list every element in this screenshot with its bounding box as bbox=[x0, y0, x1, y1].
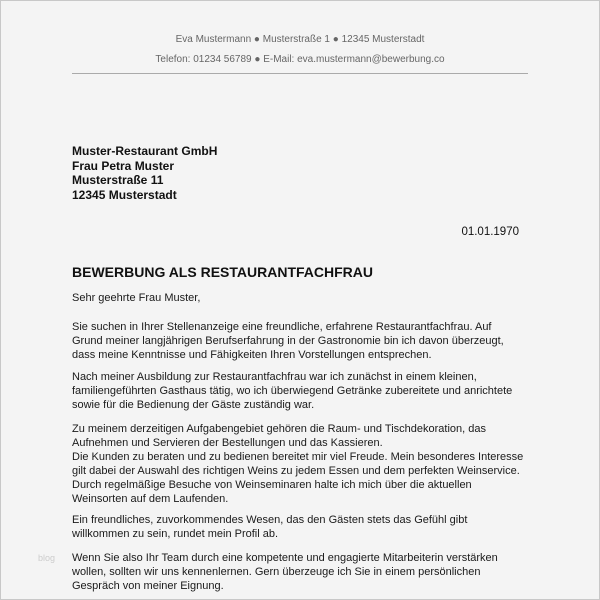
text-line: dass meine Kenntnisse und Fähigkeiten Ihren Vorstellungen entsprechen. bbox=[72, 349, 432, 361]
text-line: Die Kunden zu beraten und zu bedienen bereitet mir viel Freude. Mein besonderes Interesse bbox=[72, 451, 524, 463]
recipient-line: Muster-Restaurant GmbH bbox=[72, 144, 218, 158]
sender-address: Eva Mustermann ● Musterstraße 1 ● 12345 Musterstadt bbox=[175, 34, 425, 45]
salutation: Sehr geehrte Frau Muster, bbox=[72, 292, 201, 304]
paragraph bbox=[72, 320, 504, 362]
watermark: blog bbox=[38, 553, 56, 563]
text-line: willkommen zu sein, rundet mein Profil ab. bbox=[72, 528, 279, 540]
recipient-line: 12345 Musterstadt bbox=[72, 187, 177, 202]
text-line: Aufnehmen und Servieren der Bestellungen und das Kassieren. bbox=[72, 437, 383, 449]
text-line: Grund meiner langjährigen Berufserfahrung in der Gastronomie bin ich davon überzeugt, bbox=[72, 335, 504, 347]
paragraph bbox=[72, 513, 467, 541]
text-line: wollen, sollten wir uns kennenlernen. Gern überzeuge ich Sie in einem persönlichen bbox=[72, 566, 481, 578]
letter-date: 01.01.1970 bbox=[461, 226, 519, 238]
header-divider bbox=[72, 73, 528, 74]
text-line: familiengeführten Gasthaus tätig, wo ich überwiegend Getränke zubereitete und anrichtete bbox=[72, 385, 513, 397]
text-line: gilt dabei der Auswahl des richtigen Weins zu jedem Essen und dem perfekten Weinservice. bbox=[72, 465, 520, 477]
recipient-line: Musterstraße 11 bbox=[72, 173, 164, 187]
paragraph bbox=[72, 370, 512, 412]
recipient-address bbox=[72, 144, 217, 202]
text-line: sowie für die Bedienung der Gäste zuständig war. bbox=[72, 399, 315, 411]
text-line: Gespräch von meiner Eignung. bbox=[72, 580, 224, 592]
text-line: Wenn Sie also Ihr Team durch eine kompetente und engagierte Mitarbeiterin verstärken bbox=[72, 552, 498, 564]
paragraph bbox=[72, 551, 498, 593]
text-line: Nach meiner Ausbildung zur Restaurantfachfrau war ich zunächst in einem kleinen, bbox=[72, 371, 477, 383]
paragraph bbox=[72, 422, 523, 506]
recipient-line: Frau Petra Muster bbox=[72, 158, 175, 173]
text-line: Durch regelmäßige Besuche von Weinseminaren halte ich mich über die aktuellen bbox=[72, 479, 472, 491]
text-line: Ein freundliches, zuvorkommendes Wesen, das den Gästen stets das Gefühl gibt bbox=[72, 514, 468, 526]
text-line: Weinsorten auf dem Laufenden. bbox=[72, 493, 229, 505]
text-line: Zu meinem derzeitigen Aufgabengebiet gehören die Raum- und Tischdekoration, das bbox=[72, 423, 486, 435]
letter-subject: BEWERBUNG ALS RESTAURANTFACHFRAU bbox=[72, 264, 373, 280]
text-line: Sie suchen in Ihrer Stellenanzeige eine freundliche, erfahrene Restaurantfachfrau. Auf bbox=[72, 321, 492, 333]
sender-contact: Telefon: 01234 56789 ● E-Mail: eva.mustermann@bewerbung.co bbox=[155, 54, 445, 65]
